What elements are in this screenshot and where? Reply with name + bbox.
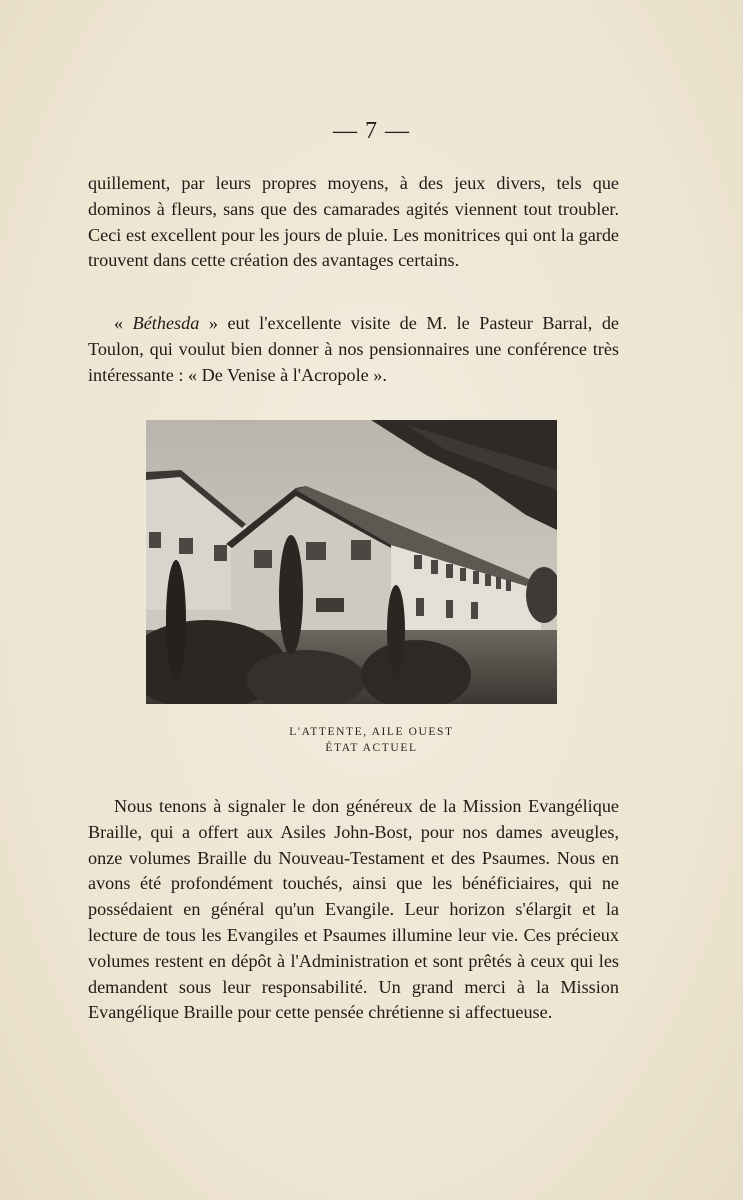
visit-text: » eut l'excellente visite de M. le Pasteur Barral, de Toulon, qui voulut bien donner à nos pensionnaires une conférence très intéressante : « De Venise à l'Acropole ». (88, 313, 620, 385)
caption-line-2: ÉTAT ACTUEL (325, 742, 418, 754)
building-photo (146, 420, 557, 704)
paragraph-games: quillement, par leurs propres moyens, à des jeux divers, tels que dominos à fleurs, sans que des camarades agités viennent tout troubler. Ceci est excellent pour les jours de pluie. Les monitrices qui ont la garde trouvent dans cette création des avantages certains. (88, 173, 619, 271)
paragraph-braille: Nous tenons à signaler le don généreux de la Mission Evangélique Braille, qui a offert aux Asiles John-Bost, pour nos dames aveugles, onze volumes Braille du Nouveau-Testament et des Psaumes. Nous en avons été profondément touchés, ainsi que les bénéficiaires, qui ne possédaient en général qu'un Evangile. Leur horizon s'élargit et la lecture de tous les Evangiles et Psaumes illumine leur vie. Ces précieux volumes restent en dépôt à l'Administration et sont prêtés à ceux qui les demandent sous leur responsabilité. Un grand merci à la Mission Evangélique Braille pour cette pensée chrétienne si affectueuse. (88, 796, 619, 1023)
page-number: — 7 — (333, 118, 410, 144)
paragraph-visit (88, 311, 619, 388)
open-quote: « (114, 313, 133, 333)
bethesda-name: Béthesda (132, 313, 200, 333)
caption-line-1: L'ATTENTE, AILE OUEST (289, 726, 454, 738)
photo-caption (0, 724, 743, 756)
building-illustration (146, 420, 557, 704)
